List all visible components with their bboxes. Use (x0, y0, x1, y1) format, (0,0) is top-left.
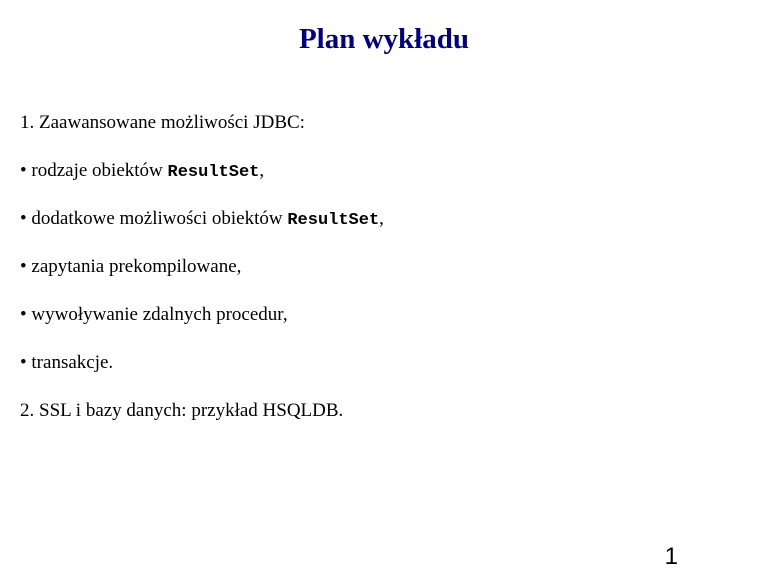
bullet-text: transakcje. (26, 352, 114, 373)
bullet-item-resultset-types (20, 160, 740, 182)
outline-item-1 (20, 112, 740, 134)
code-term: ResultSet (167, 163, 260, 182)
page-number: 1 (664, 543, 678, 570)
outline-item-2 (20, 400, 740, 422)
bullet-glyph: • (20, 160, 27, 181)
bullet-item-resultset-features (20, 208, 740, 230)
bullet-text: rodzaje obiektów (26, 160, 168, 181)
bullet-suffix: , (259, 160, 265, 181)
bullet-glyph: • (20, 352, 27, 373)
bullet-text: zapytania prekompilowane, (26, 256, 242, 277)
slide-content (20, 112, 740, 448)
bullet-item-stored-procedures (20, 304, 740, 326)
slide-title: Plan wykładu (298, 23, 470, 55)
bullet-text: wywoływanie zdalnych procedur, (26, 304, 288, 325)
bullet-glyph: • (20, 304, 27, 325)
bullet-glyph: • (20, 208, 27, 229)
bullet-item-transactions (20, 352, 740, 374)
outline-item-text: 2. SSL i bazy danych: przykład HSQLDB. (20, 400, 344, 421)
outline-item-text: 1. Zaawansowane możliwości JDBC: (20, 112, 305, 133)
bullet-suffix: , (379, 208, 384, 229)
bullet-item-prepared-statements (20, 256, 740, 278)
code-term: ResultSet (287, 211, 380, 230)
bullet-glyph: • (20, 256, 27, 277)
bullet-text: dodatkowe możliwości obiektów (26, 208, 288, 229)
